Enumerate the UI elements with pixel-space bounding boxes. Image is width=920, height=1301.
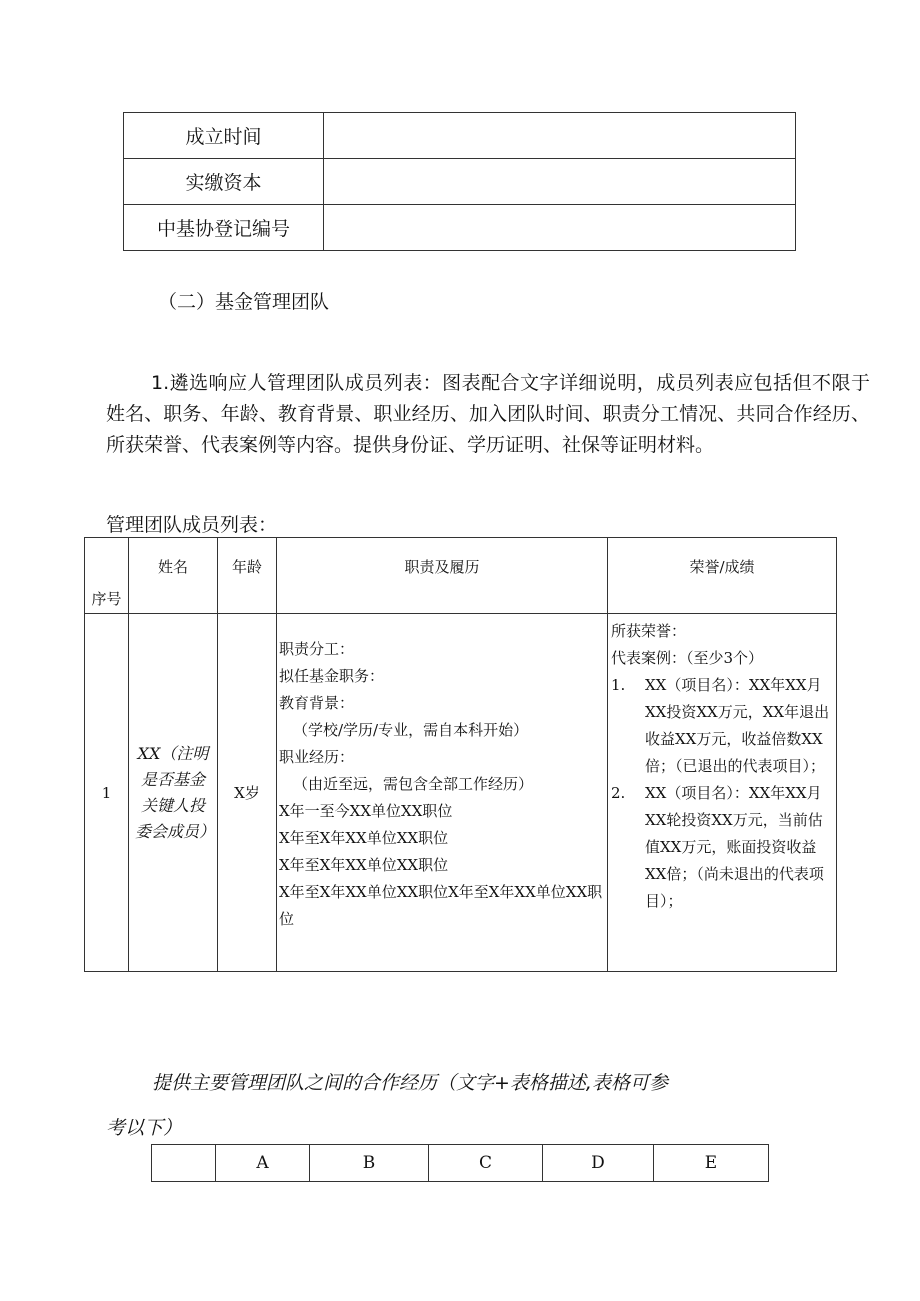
duty-line: （学校/学历/专业，需自本科开始） [293, 721, 529, 739]
table-row [124, 159, 796, 205]
cooperation-instruction-line2: 考以下） [106, 1117, 183, 1139]
coop-header-e: E [654, 1145, 769, 1182]
duty-line: X年至X年XX单位XX职位X年至X年XX单位XX职位 [279, 883, 603, 928]
table-header-row [152, 1145, 769, 1182]
coop-header-c: C [429, 1145, 543, 1182]
cell-age: X岁 [218, 614, 277, 972]
coop-header-blank [152, 1145, 216, 1182]
duty-line: 拟任基金职务： [279, 667, 385, 685]
case-item [611, 780, 834, 915]
info-value-paid-capital [324, 159, 796, 205]
header-name: 姓名 [129, 538, 218, 614]
duty-line: X年一至今XX单位XX职位 [279, 802, 453, 820]
honor-title: 所获荣誉： [611, 622, 687, 640]
members-table-caption: 管理团队成员列表： [106, 514, 278, 536]
cell-duty [277, 614, 608, 972]
cooperation-instruction-line1: 提供主要管理团队之间的合作经历（文字+表格描述,表格可参 [152, 1072, 668, 1094]
section-title: （二）基金管理团队 [158, 291, 330, 313]
table-header-row [85, 538, 837, 614]
case-text: XX（项目名）：XX年XX月XX投资XX万元，XX年退出收益XX万元，收益倍数XX倍；（已退出的代表项目）； [645, 676, 830, 775]
table-row [124, 205, 796, 251]
cell-seq: 1 [85, 614, 129, 972]
cooperation-table [151, 1144, 769, 1182]
table-row [85, 614, 837, 972]
info-value-established [324, 113, 796, 159]
duty-line: （由近至远，需包含全部工作经历） [293, 775, 534, 793]
cell-name: XX（注明是否基金关键人投委会成员） [129, 614, 218, 972]
header-age: 年龄 [218, 538, 277, 614]
info-value-amac-number [324, 205, 796, 251]
coop-header-d: D [543, 1145, 654, 1182]
duty-line: 职责分工： [279, 640, 355, 658]
header-duty: 职责及履历 [277, 538, 608, 614]
case-title: 代表案例：（至少3个） [611, 649, 764, 667]
info-label-amac-number: 中基协登记编号 [124, 205, 324, 251]
cell-honor [608, 614, 837, 972]
duty-line: X年至X年XX单位XX职位 [279, 856, 449, 874]
company-info-table [123, 112, 796, 251]
table-row [124, 113, 796, 159]
case-number: 2. [611, 784, 626, 802]
case-text: XX（项目名）：XX年XX月XX轮投资XX万元，当前估值XX万元，账面投资收益XX倍；（尚未退出的代表项目）； [645, 784, 824, 910]
coop-header-a: A [216, 1145, 310, 1182]
case-number: 1. [611, 676, 626, 694]
instruction-paragraph: 1.遴选响应人管理团队成员列表：图表配合文字详细说明，成员列表应包括但不限于姓名、职务、年龄、教育背景、职业经历、加入团队时间、职责分工情况、共同合作经历、所获荣誉、代表案例等内容。提供身份证、学历证明、社保等证明材料。 [106, 372, 870, 456]
team-members-table [84, 537, 837, 972]
header-honor: 荣誉/成绩 [608, 538, 837, 614]
duty-line: 教育背景： [279, 694, 355, 712]
coop-header-b: B [310, 1145, 429, 1182]
info-label-paid-capital: 实缴资本 [124, 159, 324, 205]
case-item [611, 672, 834, 780]
info-label-established: 成立时间 [124, 113, 324, 159]
duty-line: X年至X年XX单位XX职位 [279, 829, 449, 847]
duty-line: 职业经历： [279, 748, 355, 766]
header-seq: 序号 [85, 538, 129, 614]
